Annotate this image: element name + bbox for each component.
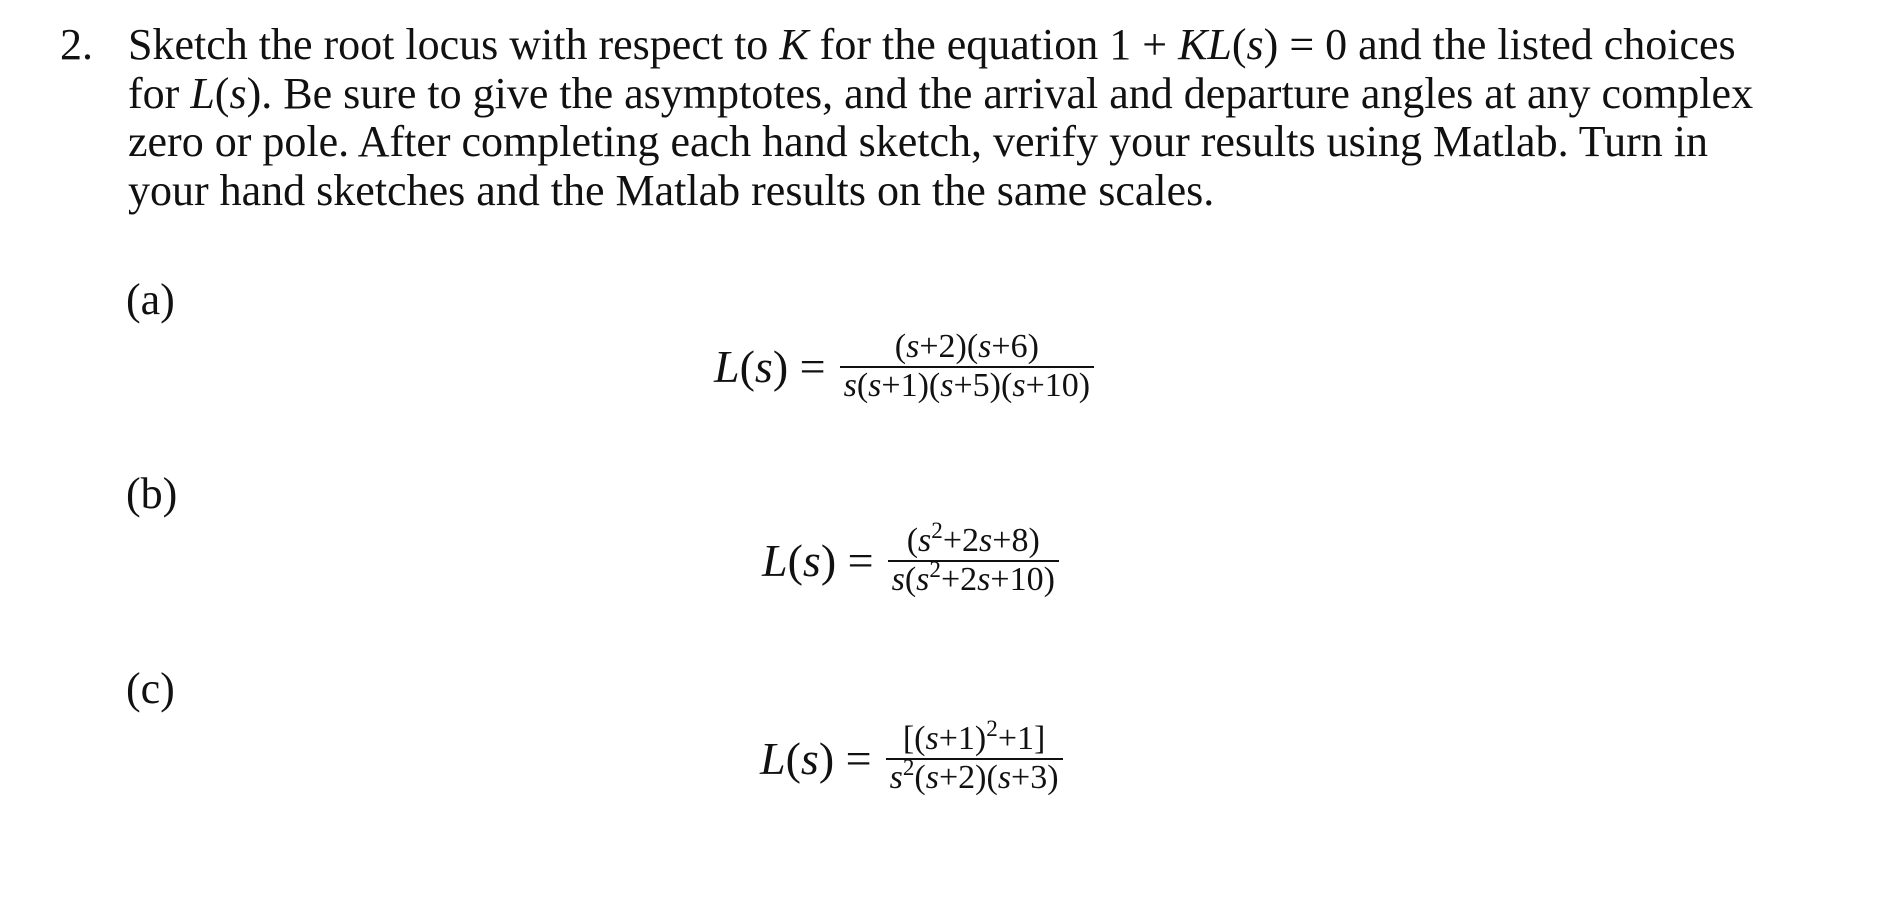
part-b-denominator: $s(s^2+2s+10)$ <box>888 560 1059 597</box>
problem-number: 2. <box>60 20 93 69</box>
part-a-denominator: s(s+1)(s+5)(s+10) <box>840 366 1094 403</box>
part-b-numerator: $(s^2+2s+8)$ <box>906 517 1040 559</box>
part-a-lhs: L(s) = <box>714 340 826 392</box>
part-b-lhs: L(s) = <box>762 534 874 586</box>
statement-line-1: Sketch the root locus with respect to K for the equation 1 + KL(s) = 0 and the listed choices <box>128 20 1736 69</box>
part-a-label: (a) <box>126 275 175 324</box>
part-c-label: (c) <box>126 664 175 713</box>
part-b-label: (b) <box>126 469 178 518</box>
part-c-numerator: $[(s+1)^2+1]$ <box>902 715 1046 757</box>
part-c-fraction <box>886 715 1063 796</box>
part-a-numerator: (s+2)(s+6) <box>894 328 1039 365</box>
part-b-equation <box>762 517 1059 598</box>
part-b-fraction <box>888 517 1059 598</box>
part-c-denominator: $s^2(s+2)(s+3)$ <box>886 758 1063 795</box>
statement-line-3: zero or pole. After completing each hand sketch, verify your results using Matlab. Turn in <box>128 117 1708 166</box>
problem-statement <box>128 20 1754 215</box>
statement-line-2: for L(s). Be sure to give the asymptotes, and the arrival and departure angles at any complex <box>128 68 1754 118</box>
part-c-lhs: L(s) = <box>760 732 872 784</box>
part-c-equation <box>760 715 1063 796</box>
part-a-equation <box>714 330 1094 403</box>
statement-line-4: your hand sketches and the Matlab results on the same scales. <box>128 165 1215 215</box>
part-a-fraction <box>840 330 1094 403</box>
